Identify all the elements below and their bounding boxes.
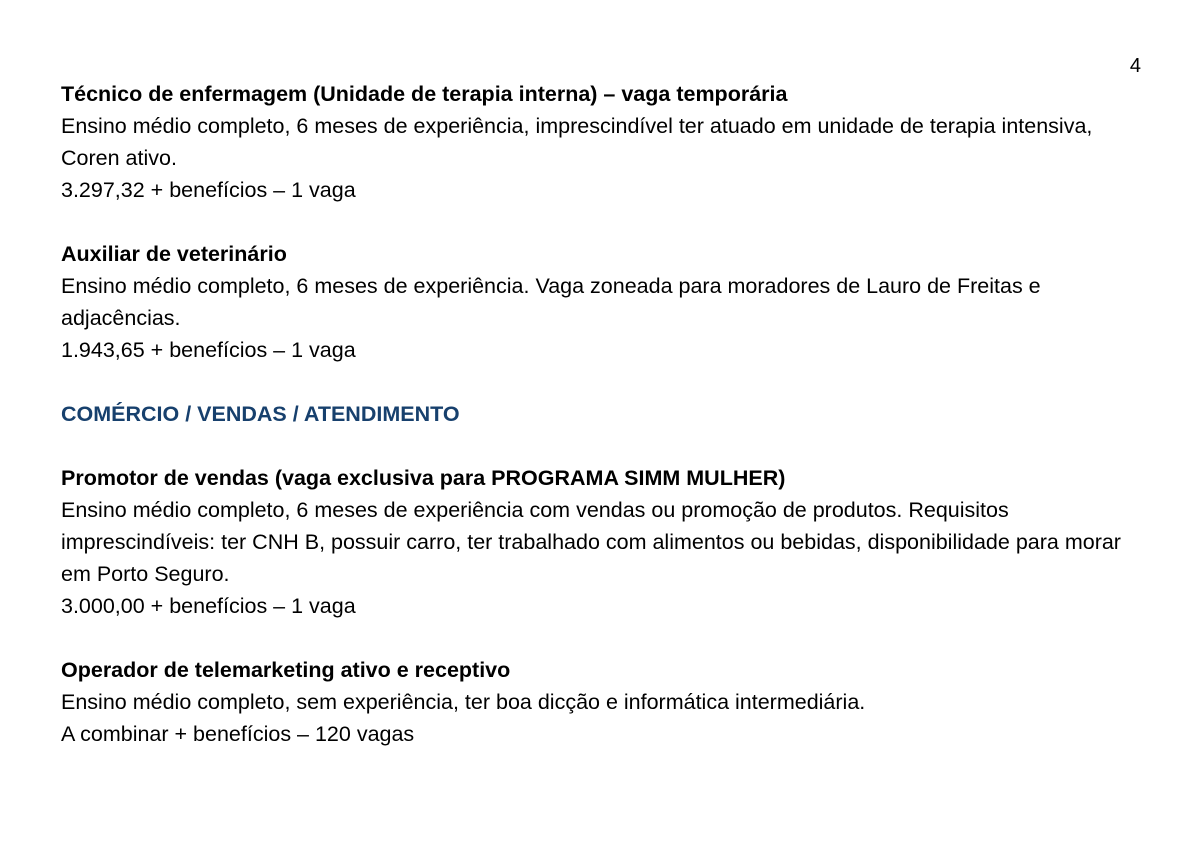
job-description: Ensino médio completo, 6 meses de experiência. Vaga zoneada para moradores de Lauro de Freitas e adjacências. (61, 274, 1041, 330)
job-description: Ensino médio completo, 6 meses de experiência, imprescindível ter atuado em unidade de terapia intensiva, Coren ativo. (61, 114, 1093, 170)
job-description: Ensino médio completo, 6 meses de experiência com vendas ou promoção de produtos. Requisitos imprescindíveis: ter CNH B, possuir carro, ter trabalhado com alimentos ou bebidas, disponibilidade para morar em Porto Seguro. (61, 498, 1121, 586)
job-listing-sales-promoter (61, 462, 1141, 622)
page-number: 4 (1129, 55, 1141, 77)
job-title: Auxiliar de veterinário (61, 242, 287, 266)
job-salary: A combinar + benefícios – 120 vagas (61, 722, 415, 746)
job-salary: 1.943,65 + benefícios – 1 vaga (61, 338, 356, 362)
document-body (61, 78, 1141, 782)
job-salary: 3.000,00 + benefícios – 1 vaga (61, 594, 356, 618)
section-heading: COMÉRCIO / VENDAS / ATENDIMENTO (61, 402, 460, 426)
job-listing-telemarketing-operator (61, 654, 1141, 750)
job-description: Ensino médio completo, sem experiência, ter boa dicção e informática intermediária. (61, 690, 866, 714)
job-title: Operador de telemarketing ativo e receptivo (61, 658, 511, 682)
job-listing-nursing-technician (61, 78, 1141, 206)
job-title: Promotor de vendas (vaga exclusiva para PROGRAMA SIMM MULHER) (61, 466, 786, 490)
job-listing-vet-assistant (61, 238, 1141, 366)
job-title: Técnico de enfermagem (Unidade de terapia interna) – vaga temporária (61, 82, 788, 106)
job-salary: 3.297,32 + benefícios – 1 vaga (61, 178, 356, 202)
